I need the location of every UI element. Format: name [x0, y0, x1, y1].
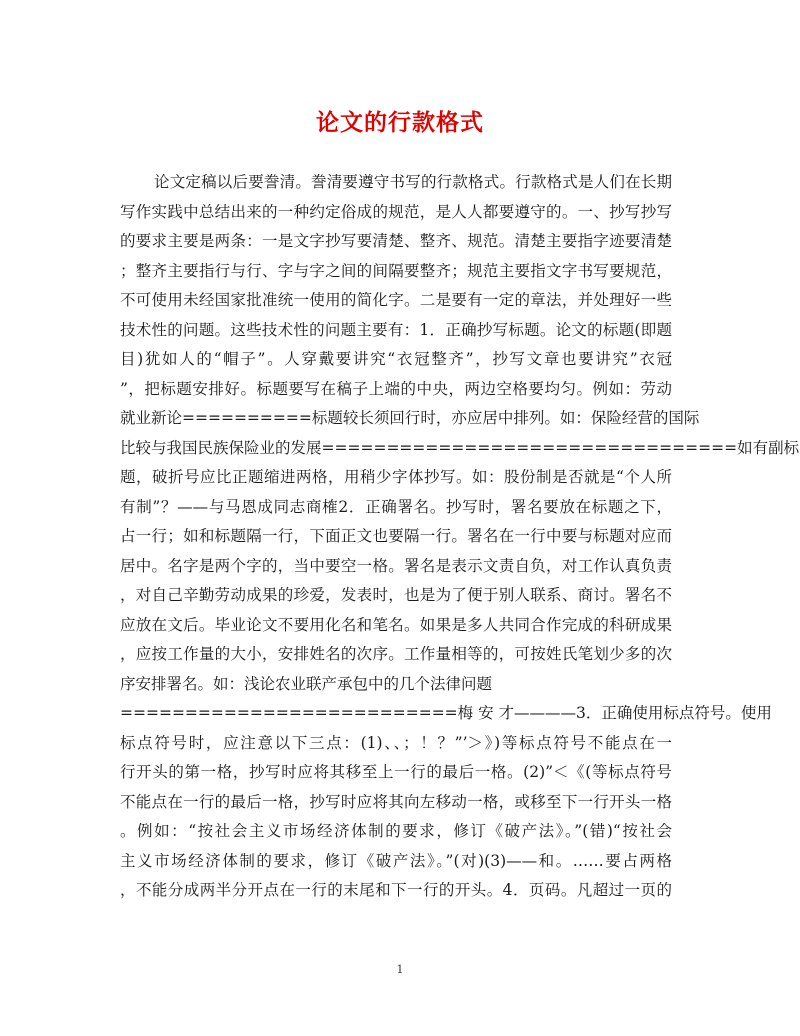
text-line: 目)犹如人的“帽子”。人穿戴要讲究“衣冠整齐”，抄写文章也要讲究”衣冠: [120, 350, 672, 368]
text-line: 不可使用未经国家批准统一使用的简化字。二是要有一定的章法，并处理好一些: [120, 291, 672, 309]
text-line: ”，把标题安排好。标题要写在稿子上端的中央，两边空格要均匀。例如：劳动: [120, 379, 672, 398]
text-line: 技术性的问题。这些技术性的问题主要有：1．正确抄写标题。论文的标题(即题: [120, 320, 672, 339]
text-line: ，应按工作量的大小，安排姓名的次序。工作量相等的，可按姓氏笔划少多的次: [120, 645, 672, 663]
text-line: 主义市场经济体制的要求，修订《破产法》。”(对)(3)——和。……要占两格: [120, 851, 672, 870]
text-line: 比较与我国民族保险业的发展================================如有副标: [120, 438, 800, 457]
text-line: 应放在文后。毕业论文不要用化名和笔名。如果是多人共同合作完成的科研成果: [120, 615, 672, 634]
text-line: 行开头的第一格，抄写时应将其移至上一行的最后一格。(2)”＜《(等标点符号: [120, 763, 672, 781]
text-line: 论文定稿以后要誊清。誊清要遵守书写的行款格式。行款格式是人们在长期: [154, 173, 672, 191]
text-line: ；整齐主要指行与行、字与字之间的间隔要整齐；规范主要指文字书写要规范，: [120, 261, 672, 280]
body-text: [120, 168, 800, 906]
text-line: ，不能分成两半分开点在一行的末尾和下一行的开头。4．页码。凡超过一页的: [120, 881, 672, 899]
text-line: 不能点在一行的最后一格，抄写时应将其向左移动一格，或移至下一行开头一格: [120, 792, 672, 811]
text-line: ，对自己辛勤劳动成果的珍爱，发表时，也是为了便于别人联系、商讨。署名不: [120, 586, 672, 604]
text-line: 序安排署名。如：浅论农业联产承包中的几个法律问题: [120, 674, 493, 693]
text-line: 写作实践中总结出来的一种约定俗成的规范，是人人都要遵守的。一、抄写抄写: [120, 202, 672, 221]
document-title: 论文的行款格式: [316, 109, 484, 136]
page-number: 1: [396, 963, 404, 976]
text-line: 标点符号时，应注意以下三点：(1)、、；！？”’＞》)等标点符号不能点在一: [120, 733, 672, 752]
text-line: 题，破折号应比正题缩进两格，用稍少字体抄写。如：股份制是否就是“个人所: [120, 468, 672, 486]
text-line: 的要求主要是两条：一是文字抄写要清楚、整齐、规范。清楚主要指字迹要清楚: [120, 232, 672, 250]
text-line: ==========================梅 安 才————3．正确使用标点符号。使用: [120, 704, 772, 722]
text-line: 居中。名字是两个字的，当中要空一格。署名是表示文责自负，对工作认真负责: [120, 556, 672, 575]
text-line: 占一行；如和标题隔一行，下面正文也要隔一行。署名在一行中要与标题对应而: [120, 527, 672, 545]
text-line: 。例如：“按社会主义市场经济体制的要求，修订《破产法》。”(错)“按社会: [120, 822, 672, 840]
text-line: 就业新论==========标题较长须回行时，亦应居中排列。如：保险经营的国际: [120, 409, 700, 427]
text-line: 有制”？——与马恩成同志商榷2．正确署名。抄写时，署名要放在标题之下，: [120, 497, 672, 516]
